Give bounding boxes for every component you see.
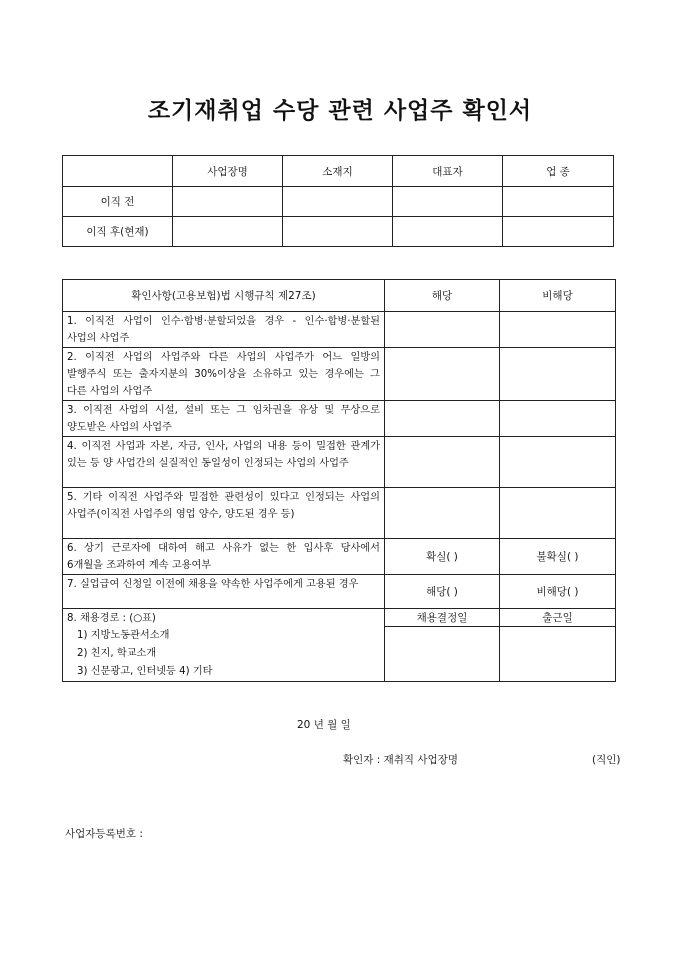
- header-confirmation-items: 확인사항(고용보험)법 시행규칙 제27조): [63, 280, 385, 312]
- item-3-not-applicable-cell[interactable]: [500, 401, 616, 437]
- date-line: 20 년 월 일: [297, 719, 351, 731]
- before-company-name-cell[interactable]: [173, 187, 283, 217]
- before-location-cell[interactable]: [283, 187, 393, 217]
- item-1-applicable-cell[interactable]: [385, 312, 500, 348]
- item-6-certain[interactable]: 확실( ): [385, 539, 500, 575]
- workplace-table: [62, 155, 614, 247]
- after-industry-cell[interactable]: [503, 217, 614, 247]
- item-6-uncertain[interactable]: 불확실( ): [500, 539, 616, 575]
- hiring-date-cell[interactable]: [385, 627, 500, 682]
- item-2-applicable-cell[interactable]: [385, 348, 500, 401]
- hiring-route-option-1: 1) 지방노동관서소개: [77, 630, 170, 641]
- item-7: 7. 실업급여 신청일 이전에 채용을 약속한 사업주에게 고용된 경우: [63, 575, 385, 609]
- after-location-cell[interactable]: [283, 217, 393, 247]
- item-2: 2. 이직전 사업의 사업주와 다른 사업의 사업주가 어느 일방의 발행주식 또는 출자지분의 30%이상을 소유하고 있는 경우에는 그 다른 사업의 사업주: [63, 348, 385, 401]
- confirmer-line: 확인자 : 재취직 사업장명: [343, 754, 458, 766]
- item-7-not-applicable[interactable]: 비해당( ): [500, 575, 616, 609]
- row-label-before: 이직 전: [63, 187, 173, 217]
- hiring-route-option-2: 2) 친지, 학교소개: [77, 648, 157, 659]
- item-3: 3. 이직전 사업의 시설, 설비 또는 그 임차권을 유상 및 무상으로 양도받은 사업의 사업주: [63, 401, 385, 437]
- document-title: 조기재취업 수당 관련 사업주 확인서: [147, 98, 533, 124]
- after-company-name-cell[interactable]: [173, 217, 283, 247]
- header-applicable: 해당: [385, 280, 500, 312]
- item-4-applicable-cell[interactable]: [385, 437, 500, 488]
- before-representative-cell[interactable]: [393, 187, 503, 217]
- company-seal: (직인): [592, 754, 621, 766]
- header-company-name: 사업장명: [173, 156, 283, 187]
- header-industry: 업 종: [503, 156, 614, 187]
- item-7-applicable[interactable]: 해당( ): [385, 575, 500, 609]
- header-not-applicable: 비해당: [500, 280, 616, 312]
- confirmation-table: [62, 279, 616, 682]
- header-representative: 대표자: [393, 156, 503, 187]
- item-5: 5. 기타 이직전 사업주와 밀접한 관련성이 있다고 인정되는 사업의 사업주(이직전 사업주의 영업 양수, 양도된 경우 등): [63, 488, 385, 539]
- item-8: [63, 609, 385, 682]
- header-hiring-date: 채용결정일: [385, 609, 500, 627]
- item-3-applicable-cell[interactable]: [385, 401, 500, 437]
- row-label-after: 이직 후(현재): [63, 217, 173, 247]
- item-1-not-applicable-cell[interactable]: [500, 312, 616, 348]
- item-4-not-applicable-cell[interactable]: [500, 437, 616, 488]
- business-registration-number: 사업자등록번호 :: [65, 828, 143, 840]
- before-industry-cell[interactable]: [503, 187, 614, 217]
- hiring-route-title: 8. 채용경로 : (○표): [67, 613, 156, 624]
- item-5-not-applicable-cell[interactable]: [500, 488, 616, 539]
- item-4: 4. 이직전 사업과 자본, 자금, 인사, 사업의 내용 등이 밀접한 관계가 있는 등 양 사업간의 실질적인 동일성이 인정되는 사업의 사업주: [63, 437, 385, 488]
- start-date-cell[interactable]: [500, 627, 616, 682]
- header-corner: [63, 156, 173, 187]
- header-location: 소재지: [283, 156, 393, 187]
- item-1: 1. 이직전 사업이 인수‧합병‧분할되었을 경우 - 인수‧합병‧분할된 사업의 사업주: [63, 312, 385, 348]
- header-start-date: 출근일: [500, 609, 616, 627]
- after-representative-cell[interactable]: [393, 217, 503, 247]
- hiring-route-option-3: 3) 신문광고, 인터넷등 4) 기타: [77, 666, 213, 677]
- item-5-applicable-cell[interactable]: [385, 488, 500, 539]
- item-2-not-applicable-cell[interactable]: [500, 348, 616, 401]
- item-6: 6. 상기 근로자에 대하여 해고 사유가 없는 한 입사후 당사에서 6개월을 조과하여 계속 고용여부: [63, 539, 385, 575]
